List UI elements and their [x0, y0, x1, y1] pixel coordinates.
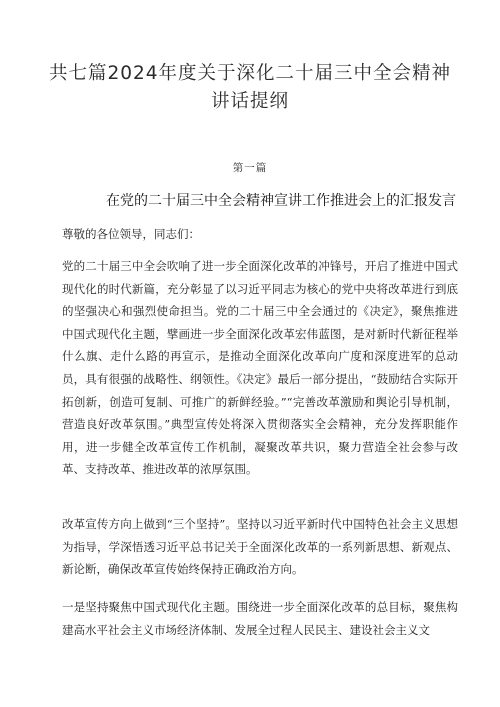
paragraph-2: 改革宣传方向上做到“三个坚持”。坚持以习近平新时代中国特色社会主义思想为指导，学深悟透习近平总书记关于全面深化改革的一系列新思想、新观点、新论断，确保改革宣传始终保持正确政治方向。 — [62, 517, 458, 577]
paragraph-1: 党的二十届三中全会吹响了进一步全面深化改革的冲锋号，开启了推进中国式现代化的时代新篇，充分彰显了以习近平同志为核心的党中央将改革进行到底的坚强决心和强烈使命担当。党的二十届三中全会通过的《决定》，聚焦推进中国式现代化主题，擘画进一步全面深化改革宏伟蓝图，是对新时代新征程举什么旗、走什么路的再宣示，是推动全面深化改革向广度和深度进军的总动员，具有很强的战略性、纲领性。《决定》最后一部分提出，“鼓励结合实际开拓创新，创造可复制、可推广的新鲜经验。”“完善改革激励和舆论引导机制，营造良好改革氛围。”典型宣传处将深入贯彻落实全会精神，充分发挥职能作用，进一步健全改革宣传工作机制，凝聚改革共识，聚力营造全社会参与改革、支持改革、推进改革的浓厚氛围。 — [62, 259, 458, 477]
document-title: 共七篇2024年度关于深化二十届三中全会精神讲话提纲 — [48, 63, 452, 112]
speech-title: 在党的二十届三中全会精神宣讲工作推进会上的汇报发言 — [106, 193, 456, 209]
salutation: 尊敬的各位领导，同志们： — [62, 227, 200, 241]
paragraph-3: 一是坚持聚焦中国式现代化主题。围绕进一步全面深化改革的总目标，聚焦构建高水平社会主义市场经济体制、发展全过程人民民主、建设社会主义文 — [62, 600, 458, 637]
section-label: 第一篇 — [232, 162, 268, 174]
